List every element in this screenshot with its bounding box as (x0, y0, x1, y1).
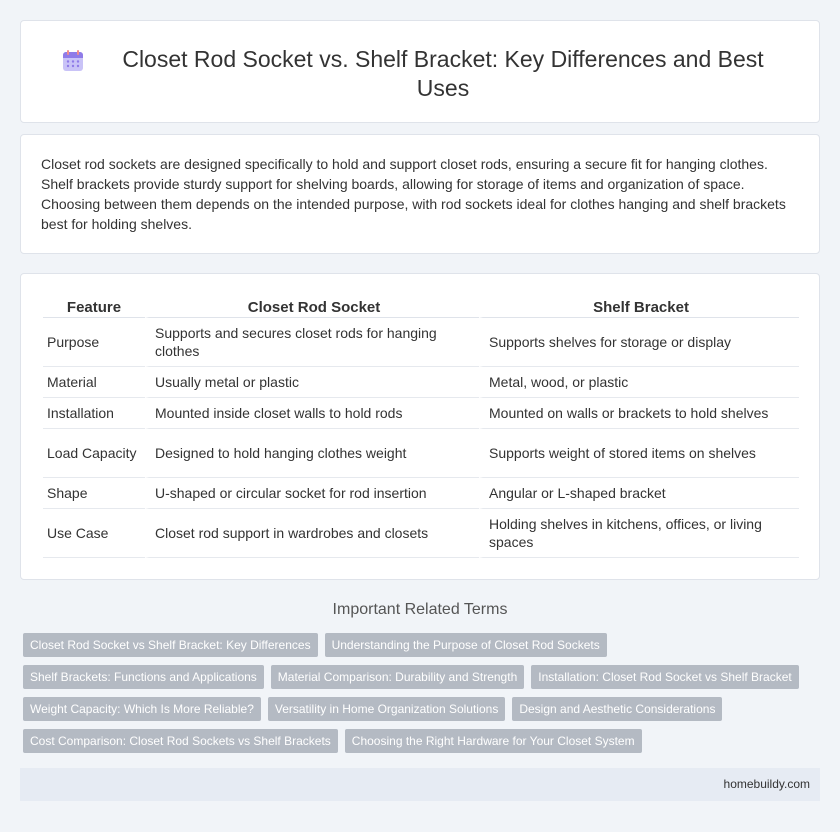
related-term-tag[interactable]: Design and Aesthetic Considerations (512, 697, 722, 721)
related-term-tag[interactable]: Closet Rod Socket vs Shelf Bracket: Key Differences (23, 633, 318, 657)
comparison-table (43, 294, 799, 558)
footer (20, 768, 820, 801)
related-term-tag[interactable]: Cost Comparison: Closet Rod Sockets vs Shelf Brackets (23, 729, 338, 753)
table-cell-feature: Load Capacity (43, 429, 145, 478)
table-row (43, 318, 799, 367)
table-cell-closet-rod-socket: U-shaped or circular socket for rod insertion (145, 478, 479, 509)
table-cell-feature: Use Case (43, 509, 145, 558)
header-card (20, 20, 820, 123)
related-term-tag[interactable]: Installation: Closet Rod Socket vs Shelf Bracket (531, 665, 798, 689)
intro-paragraph: Closet rod sockets are designed specifically to hold and support closet rods, ensuring a secure fit for hanging clothes. Shelf brackets provide sturdy support for shelving boards, allowing for storage of items and organization of space. Choosing between them depends on the intended purpose, with rod sockets ideal for clothes hanging and shelf brackets best for holding shelves. (41, 156, 786, 232)
related-term-tag[interactable]: Material Comparison: Durability and Strength (271, 665, 524, 689)
table-cell-shelf-bracket: Holding shelves in kitchens, offices, or living spaces (479, 509, 799, 558)
related-term-tag[interactable]: Understanding the Purpose of Closet Rod Sockets (325, 633, 607, 657)
page-title: Closet Rod Socket vs. Shelf Bracket: Key Differences and Best Uses (122, 46, 764, 101)
table-cell-shelf-bracket: Metal, wood, or plastic (479, 367, 799, 398)
calendar-icon (61, 49, 85, 73)
table-cell-closet-rod-socket: Usually metal or plastic (145, 367, 479, 398)
table-cell-shelf-bracket: Mounted on walls or brackets to hold shelves (479, 398, 799, 429)
comparison-table-card (20, 273, 820, 580)
table-row (43, 398, 799, 429)
related-term-tag[interactable]: Choosing the Right Hardware for Your Closet System (345, 729, 642, 753)
table-cell-feature: Purpose (43, 318, 145, 367)
related-terms-list (23, 633, 823, 761)
table-header-feature: Feature (43, 294, 145, 318)
table-cell-closet-rod-socket: Closet rod support in wardrobes and closets (145, 509, 479, 558)
table-row (43, 429, 799, 478)
table-row (43, 478, 799, 509)
table-cell-shelf-bracket: Supports shelves for storage or display (479, 318, 799, 367)
title-wrap (21, 21, 819, 103)
related-term-tag[interactable]: Versatility in Home Organization Solutions (268, 697, 505, 721)
table-row (43, 509, 799, 558)
footer-site-link[interactable]: homebuildy.com (723, 777, 810, 791)
table-header-shelf-bracket: Shelf Bracket (479, 294, 799, 318)
table-header-row (43, 294, 799, 318)
table-cell-feature: Material (43, 367, 145, 398)
table-header-closet-rod-socket: Closet Rod Socket (145, 294, 479, 318)
table-cell-shelf-bracket: Angular or L-shaped bracket (479, 478, 799, 509)
related-term-tag[interactable]: Weight Capacity: Which Is More Reliable? (23, 697, 261, 721)
related-term-tag[interactable]: Shelf Brackets: Functions and Applications (23, 665, 264, 689)
table-cell-feature: Shape (43, 478, 145, 509)
table-cell-feature: Installation (43, 398, 145, 429)
table-cell-closet-rod-socket: Designed to hold hanging clothes weight (145, 429, 479, 478)
table-cell-closet-rod-socket: Mounted inside closet walls to hold rods (145, 398, 479, 429)
table-cell-shelf-bracket: Supports weight of stored items on shelves (479, 429, 799, 478)
table-row (43, 367, 799, 398)
intro-card (20, 134, 820, 254)
related-terms-title: Important Related Terms (332, 601, 508, 618)
table-cell-closet-rod-socket: Supports and secures closet rods for hanging clothes (145, 318, 479, 367)
